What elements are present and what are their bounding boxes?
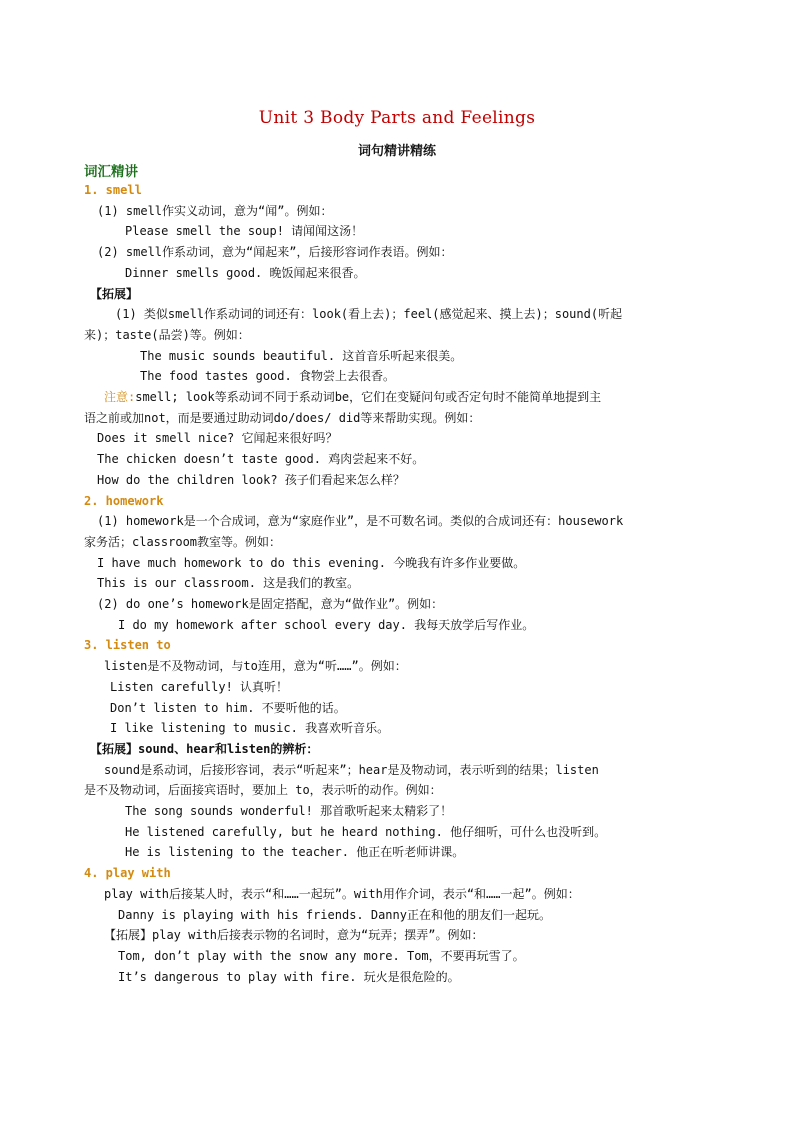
text-line xyxy=(125,845,464,859)
line-text: (1) smell作实义动词，意为“闻”。例如： xyxy=(97,203,333,218)
text-line xyxy=(97,245,452,259)
text-line xyxy=(140,349,462,363)
line-text: He is listening to the teacher. 他正在听老师讲课。 xyxy=(125,845,465,860)
text-line xyxy=(110,721,389,735)
text-line xyxy=(97,576,359,590)
line-text: 【拓展】play with后接表示物的名词时，意为“玩弄；摆弄”。例如： xyxy=(104,928,484,943)
line-text: Please smell the soup! 请闻闻这汤！ xyxy=(125,224,364,239)
line-text: listen是不及物动词，与to连用，意为“听……”。例如： xyxy=(104,659,407,674)
line-text: (1) 类似smell作系动词的词还有：look(看上去)；feel(感觉起来、摸上去)；sound(听起 xyxy=(115,307,623,322)
line-text: This is our classroom. 这是我们的教室。 xyxy=(97,576,360,591)
line-text: 来)；taste(品尝)等。例如： xyxy=(84,327,250,342)
text-line xyxy=(110,680,288,694)
text-line xyxy=(84,411,480,425)
line-text: The song sounds wonderful! 那首歌听起来太精彩了！ xyxy=(125,804,453,818)
section-heading: 词汇精讲 xyxy=(84,164,138,180)
line-text: 【拓展】sound、hear和listen的辨析： xyxy=(90,741,319,756)
text-line xyxy=(110,701,346,715)
text-line xyxy=(97,452,424,466)
text-line xyxy=(84,535,281,549)
line-text: I do my homework after school every day. 我每天放学后写作业。 xyxy=(118,617,535,632)
text-line xyxy=(104,887,580,901)
text-line xyxy=(97,431,338,445)
text-line xyxy=(118,908,551,922)
line-text: 4. play with xyxy=(84,866,171,881)
line-text: Tom, don’t play with the snow any more. Tom，不要再玩雪了。 xyxy=(118,948,525,963)
page-subtitle: 词句精讲精练 xyxy=(357,144,436,159)
text-line xyxy=(84,328,250,342)
line-text: I like listening to music. 我喜欢听音乐。 xyxy=(110,721,390,736)
line-text: sound是系动词，后接形容词，表示“听起来”；hear是及物动词，表示听到的结果；listen xyxy=(104,762,599,777)
line-text: Danny is playing with his friends. Danny正在和他的朋友们一起玩。 xyxy=(118,907,551,922)
line-text: Dinner smells good. 晚饭闻起来很香。 xyxy=(125,265,366,280)
entry-heading xyxy=(84,494,163,508)
line-text: How do the children look? 孩子们看起来怎么样？ xyxy=(97,472,405,487)
text-line xyxy=(104,763,599,777)
entry-heading xyxy=(84,866,171,880)
text-line xyxy=(115,307,622,321)
text-line xyxy=(118,618,534,632)
text-line xyxy=(140,369,395,383)
line-text: Does it smell nice? 它闻起来很好吗？ xyxy=(97,431,338,446)
line-text: I have much homework to do this evening. 今晚我有许多作业要做。 xyxy=(97,555,526,570)
text-line xyxy=(97,597,443,611)
note-label: 注意: xyxy=(104,390,136,404)
text-line xyxy=(118,970,460,984)
line-text: 2. homework xyxy=(84,493,164,508)
text-line xyxy=(104,928,483,942)
text-line xyxy=(97,473,405,487)
page-title: Unit 3 Body Parts and Feelings xyxy=(258,108,536,128)
line-text: He listened carefully, but he heard nothing. 他仔细听，可什么也没听到。 xyxy=(125,824,607,839)
line-text: (2) smell作系动词，意为“闻起来”，后接形容词作表语。例如： xyxy=(97,245,453,260)
line-text: smell; look等系动词不同于系动词be，它们在变疑问句或否定句时不能简单地提到主 xyxy=(135,390,602,404)
text-line xyxy=(125,825,606,839)
line-text: 1. smell xyxy=(84,183,142,197)
text-line xyxy=(97,514,623,528)
text-line xyxy=(104,659,407,673)
line-text: 3. listen to xyxy=(84,638,171,653)
line-text: 是不及物动词，后面接宾语时，要加上 to，表示听的动作。例如： xyxy=(84,783,442,798)
text-line xyxy=(90,287,138,301)
text-line xyxy=(97,556,525,570)
line-text: It’s dangerous to play with fire. 玩火是很危险的。 xyxy=(118,969,460,984)
text-line xyxy=(125,224,363,238)
text-line xyxy=(125,804,452,818)
text-line xyxy=(125,266,366,280)
line-text: The chicken doesn’t taste good. 鸡肉尝起来不好。 xyxy=(97,452,425,467)
text-line xyxy=(97,204,332,218)
entry-heading xyxy=(84,183,142,197)
line-text: The food tastes good. 食物尝上去很香。 xyxy=(140,369,395,384)
line-text: Don’t listen to him. 不要听他的话。 xyxy=(110,700,346,715)
line-text: (1) homework是一个合成词，意为“家庭作业”，是不可数名词。类似的合成词还有：housework xyxy=(97,514,624,529)
line-text: 家务活；classroom教室等。例如： xyxy=(84,534,282,549)
line-text: Listen carefully! 认真听！ xyxy=(110,679,289,694)
line-text: (2) do one’s homework是固定搭配，意为“做作业”。例如： xyxy=(97,597,444,611)
entry-heading xyxy=(84,638,171,652)
text-line xyxy=(84,783,442,797)
line-text: 语之前或加not，而是要通过助动词do/does/ did等来帮助实现。例如： xyxy=(84,410,481,425)
text-line xyxy=(90,742,318,756)
line-text: The music sounds beautiful. 这首音乐听起来很美。 xyxy=(140,348,463,363)
text-line xyxy=(118,949,525,963)
line-text: play with后接某人时，表示“和……一起玩”。with用作介词，表示“和……一起”。例如： xyxy=(104,886,580,901)
text-line xyxy=(104,390,601,404)
line-text: 【拓展】 xyxy=(90,286,139,301)
